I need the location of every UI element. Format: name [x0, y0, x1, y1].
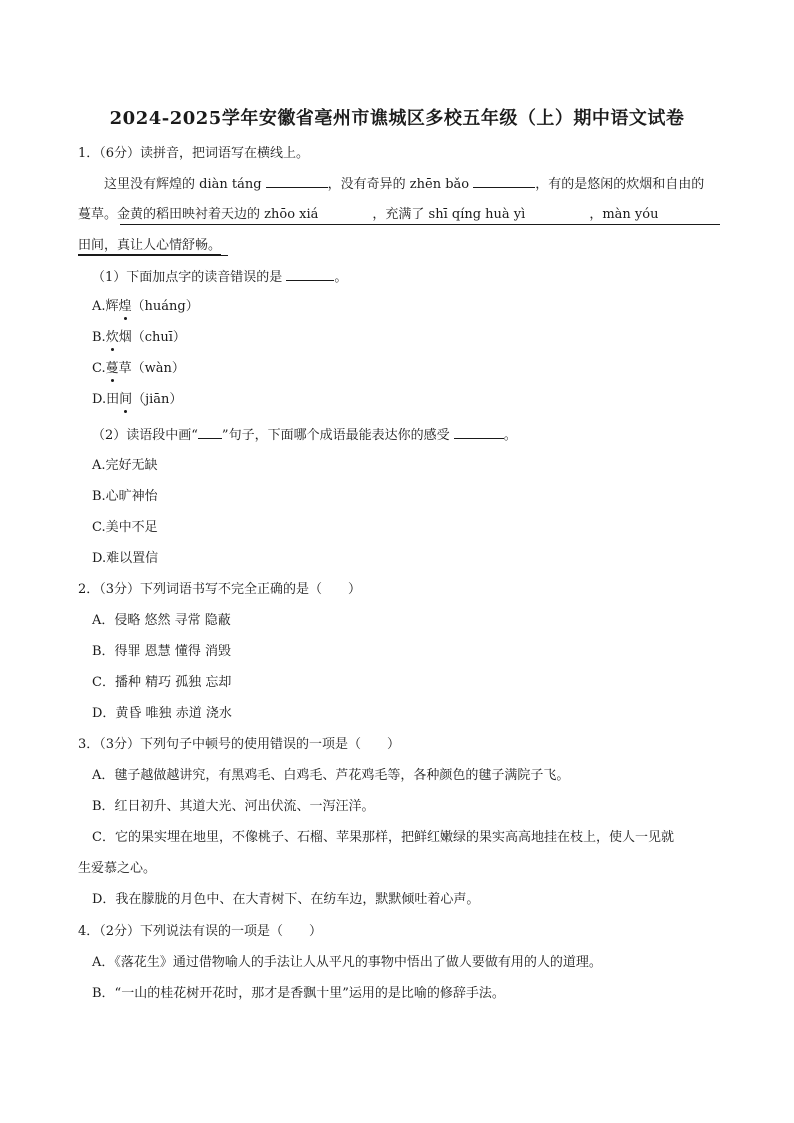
q2-option-a[interactable]: A．侵略 悠然 寻常 隐蔽	[92, 613, 231, 628]
q2-heading: 2．（3分）下列词语书写不完全正确的是（ ）	[78, 582, 362, 597]
underline-sentence-line-2	[120, 224, 720, 225]
answer-blank-diantang[interactable]	[266, 175, 328, 188]
q4-option-b[interactable]: B．“一山的桂花树开花时，那才是香飘十里”运用的是比喻的修辞手法。	[92, 986, 505, 1001]
q1-sub2-option-a[interactable]: A.完好无缺	[92, 458, 158, 473]
q1-paragraph-line-1: 这里没有辉煌的 diàn táng ，没有奇异的 zhēn bǎo ，有的是悠闲的炊烟和自由的	[104, 177, 705, 192]
q3-option-b[interactable]: B．红日初升、其道大光、河出伏流、一泻汪洋。	[92, 799, 375, 814]
answer-blank-zhenbao[interactable]	[473, 175, 535, 188]
q3-option-c-line-1[interactable]: C．它的果实埋在地里，不像桃子、石榴、苹果那样，把鲜红嫩绿的果实高高地挂在枝上，使人一见就	[92, 830, 674, 845]
q1-sub2-option-b[interactable]: B.心旷神怡	[92, 489, 158, 504]
q3-option-d[interactable]: D．我在朦胧的月色中、在大青树下、在纺车边，默默倾吐着心声。	[92, 892, 480, 907]
q1-sub1-option-c[interactable]: C.蔓草（wàn）	[92, 361, 185, 376]
underline-sentence-line-3	[78, 255, 228, 256]
q3-option-a[interactable]: A．毽子越做越讲究，有黑鸡毛、白鸡毛、芦花鸡毛等，各种颜色的毽子满院子飞。	[92, 768, 570, 783]
q2-option-c[interactable]: C．播种 精巧 孤独 忘却	[92, 675, 232, 690]
q1-sub1-option-b[interactable]: B.炊烟（chuī）	[92, 330, 186, 345]
q1-sub1-prompt: （1）下面加点字的读音错误的是 。	[92, 270, 348, 285]
q4-heading: 4．（2分）下列说法有误的一项是（ ）	[78, 924, 323, 939]
q1-sub2-prompt: （2）读语段中画“ ”句子，下面哪个成语最能表达你的感受 。	[92, 428, 517, 443]
page-title: 2024-2025学年安徽省亳州市谯城区多校五年级（上）期中语文试卷	[109, 108, 685, 129]
q1-sub1-option-a[interactable]: A.辉煌（huáng）	[92, 299, 199, 314]
underline-sample	[198, 426, 222, 439]
q3-heading: 3．（3分）下列句子中顿号的使用错误的一项是（ ）	[78, 737, 401, 752]
q1-sub1-option-d[interactable]: D.田间（jiān）	[92, 392, 183, 407]
q1-paragraph-line-2: 蔓草。金黄的稻田映衬着天边的 zhōo xiá ，充满了 shī qíng huà yì ，màn yóu	[78, 207, 659, 222]
q1-paragraph-line-3: 田间，真让人心情舒畅。	[78, 238, 222, 253]
q1-sub2-option-d[interactable]: D.难以置信	[92, 551, 159, 566]
answer-blank-sub2[interactable]	[454, 426, 504, 439]
answer-blank-shiqinghuayi[interactable]	[525, 206, 589, 218]
q2-option-b[interactable]: B．得罪 恩慧 懂得 消毁	[92, 644, 231, 659]
q1-heading: 1．（6分）读拼音，把词语写在横线上。	[78, 146, 310, 161]
q4-option-a[interactable]: A．《落花生》通过借物喻人的手法让人从平凡的事物中悟出了做人要做有用的人的道理。	[92, 955, 602, 970]
q3-option-c-line-2[interactable]: 生爱慕之心。	[78, 861, 157, 876]
q1-sub2-option-c[interactable]: C.美中不足	[92, 520, 158, 535]
q2-option-d[interactable]: D．黄昏 唯独 赤道 浇水	[92, 706, 232, 721]
answer-blank-sub1[interactable]	[286, 268, 334, 281]
answer-blank-zhaoxia[interactable]	[318, 206, 372, 218]
